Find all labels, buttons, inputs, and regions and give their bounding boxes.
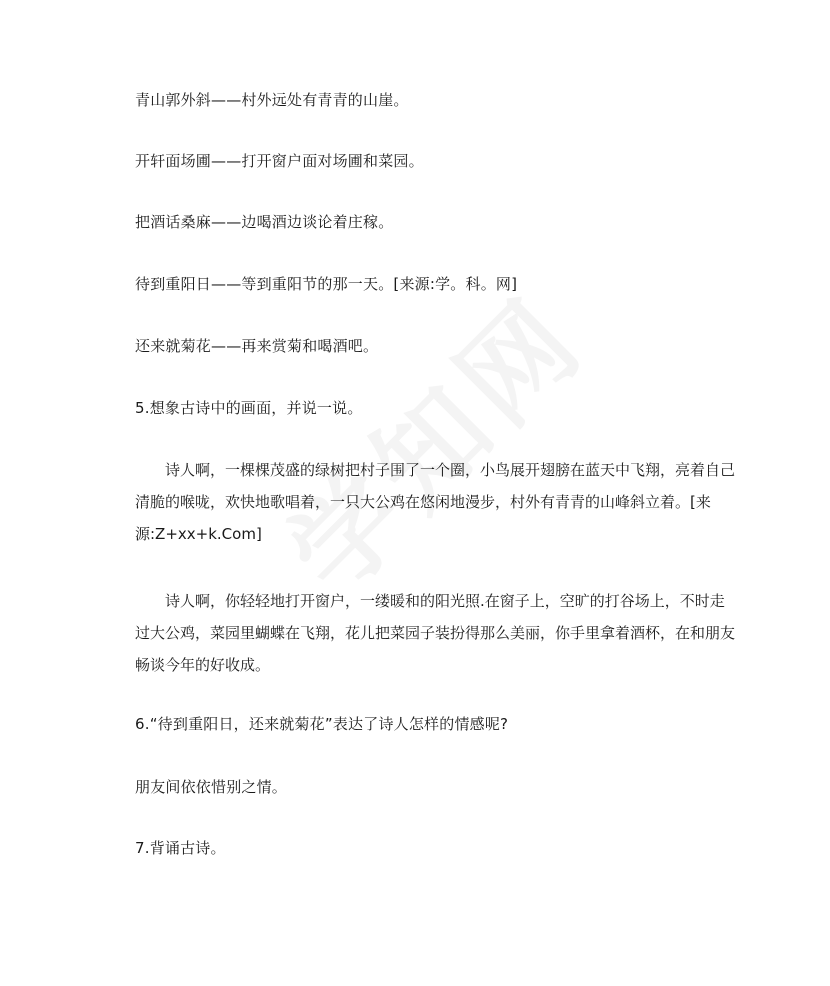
poem-line-5: 还来就菊花——再来赏菊和喝酒吧。 [135, 337, 379, 355]
poem-line-2: 开轩面场圃——打开窗户面对场圃和菜园。 [135, 152, 424, 170]
watermark [247, 256, 613, 622]
question-7: 7.背诵古诗。 [135, 839, 226, 857]
answer-paragraph-2-text: 诗人啊，你轻轻地打开窗户，一缕暖和的阳光照.在窗子上，空旷的打谷场上，不时走过大公鸡，菜园里蝴蝶在飞翔，花儿把菜园子装扮得那么美丽，你手里拿着酒杯，在和朋友畅谈今年的好收成。 [135, 592, 736, 674]
answer-paragraph-1-text: 诗人啊，一棵棵茂盛的绿树把村子围了一个圈，小鸟展开翅膀在蓝天中飞翔，亮着自己清脆的喉咙，欢快地歌唱着，一只大公鸡在悠闲地漫步，村外有青青的山峰斜立着。[来源:Z+xx+k.Com] [135, 461, 736, 543]
question-6: 6.“待到重阳日，还来就菊花”表达了诗人怎样的情感呢? [135, 715, 509, 733]
answer-6: 朋友间依依惜别之情。 [135, 778, 288, 796]
poem-line-4: 待到重阳日——等到重阳节的那一天。[来源:学。科。网] [135, 275, 518, 293]
poem-line-1: 青山郭外斜——村外远处有青青的山崖。 [135, 91, 409, 109]
answer-paragraph-1 [135, 454, 735, 550]
question-5: 5.想象古诗中的画面，并说一说。 [135, 399, 363, 417]
answer-paragraph-2 [135, 585, 735, 681]
poem-line-3: 把酒话桑麻——边喝酒边谈论着庄稼。 [135, 213, 394, 231]
